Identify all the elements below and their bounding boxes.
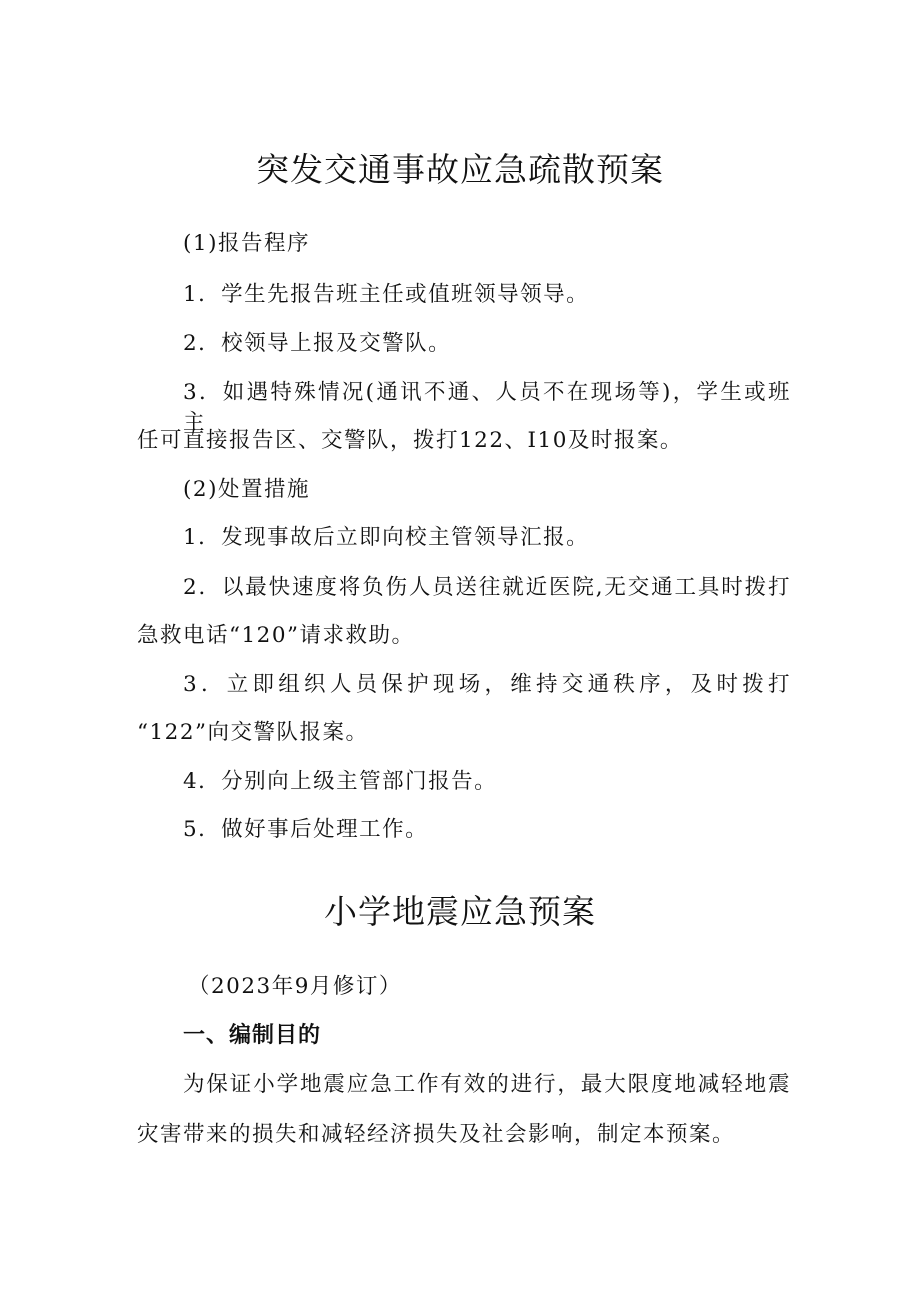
report-procedure-heading: (1)报告程序	[183, 231, 310, 256]
measure-item-3: 3．立即组织人员保护现场，维持交通秩序，及时拨打	[183, 672, 791, 697]
report-item-1: 1．学生先报告班主任或值班领导领导。	[183, 282, 590, 307]
measure-item-2: 2．以最快速度将负伤人员送往就近医院,无交通工具时拨打	[183, 575, 791, 600]
report-item-3-continued: 任可直接报告区、交警队，拨打122、I10及时报案。	[137, 428, 683, 453]
report-item-3: 3．如遇特殊情况(通讯不通、人员不在现场等)，学生或班主	[183, 380, 791, 435]
measure-item-2-continued: 急救电话“120”请求救助。	[137, 623, 415, 648]
earthquake-plan-title: 小学地震应急预案	[324, 892, 596, 931]
measure-item-5: 5．做好事后处理工作。	[183, 817, 429, 842]
measure-item-3-continued: “122”向交警队报案。	[137, 720, 369, 745]
traffic-accident-plan-title: 突发交通事故应急疏散预案	[256, 150, 664, 189]
measure-item-4: 4．分别向上级主管部门报告。	[183, 769, 498, 794]
revision-note: （2023年9月修订）	[188, 974, 402, 999]
purpose-paragraph-line-2: 灾害带来的损失和减轻经济损失及社会影响，制定本预案。	[137, 1122, 736, 1147]
measures-heading: (2)处置措施	[183, 477, 310, 502]
purpose-paragraph-line-1: 为保证小学地震应急工作有效的进行，最大限度地减轻地震	[183, 1072, 791, 1097]
section-heading-purpose: 一、编制目的	[183, 1023, 322, 1048]
report-item-2: 2．校领导上报及交警队。	[183, 331, 452, 356]
measure-item-1: 1．发现事故后立即向校主管领导汇报。	[183, 525, 590, 550]
